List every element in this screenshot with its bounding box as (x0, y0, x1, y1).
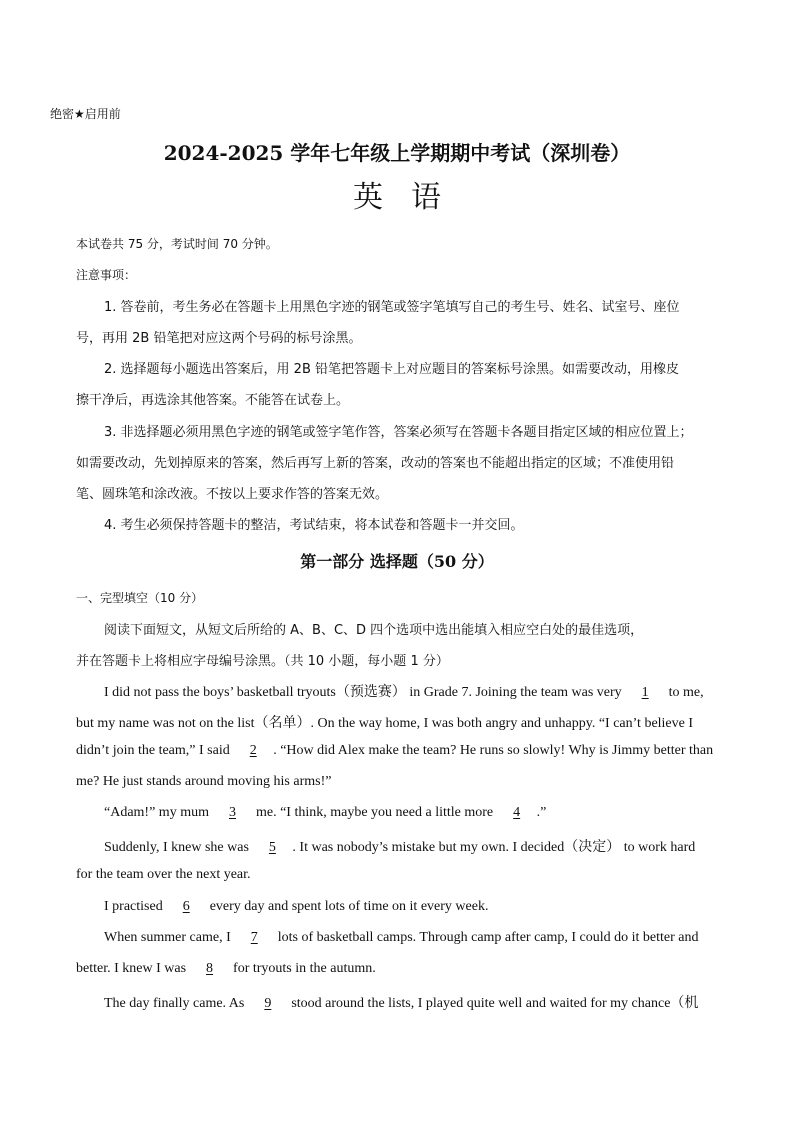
blank-1: 1 (641, 685, 649, 700)
cloze-instructions-line-1: 阅读下面短文，从短文后所给的 A、B、C、D 四个选项中选出能填入相应空白处的最佳选项， (104, 623, 644, 638)
note-1-line-1: 1. 答卷前，考生务必在答题卡上用黑色字迹的钢笔或签字笔填写自己的考生号、姓名、试室号、座位 (104, 300, 680, 315)
section-cloze-heading: 一、完型填空（10 分） (76, 591, 204, 605)
note-3-line-2: 如需要改动，先划掉原来的答案，然后再写上新的答案，改动的答案也不能超出指定的区域；不准使用铅 (76, 456, 675, 471)
blank-3: 3 (228, 805, 236, 820)
secret-label: 绝密★启用前 (50, 107, 121, 121)
exam-title: 2024-2025 学年七年级上学期期中考试（深圳卷） (163, 141, 631, 165)
passage-line-8: I practised 6 every day and spent lots of time on it every week. (104, 899, 489, 914)
passage-line-1: I did not pass the boys’ basketball tryouts（预选赛） in Grade 7. Joining the team was very 1 to me, (104, 685, 704, 700)
passage-line-4: me? He just stands around moving his arms!” (76, 774, 332, 789)
passage-line-3: didn’t join the team,” I said 2 . “How did Alex make the team? He runs so slowly! Why is Jimmy better than (76, 743, 714, 758)
note-3-line-1: 3. 非选择题必须用黑色字迹的钢笔或签字笔作答，答案必须写在答题卡各题目指定区域的相应位置上； (104, 425, 693, 440)
part-one-heading: 第一部分 选择题（50 分） (300, 552, 494, 571)
cloze-instructions-line-2: 并在答题卡上将相应字母编号涂黑。（共 10 小题，每小题 1 分） (76, 654, 449, 669)
notes-heading: 注意事项： (76, 268, 137, 282)
subject-title: 英语 (353, 180, 469, 215)
note-1-line-2: 号，再用 2B 铅笔把对应这两个号码的标号涂黑。 (76, 331, 362, 346)
blank-7: 7 (250, 930, 258, 945)
passage-line-6: Suddenly, I knew she was 5 . It was nobody’s mistake but my own. I decided（决定） to work hard (104, 840, 696, 855)
passage-line-9: When summer came, I 7 lots of basketball camps. Through camp after camp, I could do it better and (104, 930, 699, 945)
blank-5: 5 (268, 840, 276, 855)
passage-line-11: The day finally came. As 9 stood around the lists, I played quite well and waited for my chance（机 (104, 996, 699, 1011)
blank-2: 2 (249, 743, 257, 758)
note-2-line-1: 2. 选择题每小题选出答案后，用 2B 铅笔把答题卡上对应题目的答案标号涂黑。如需要改动，用橡皮 (104, 362, 679, 377)
note-3-line-3: 笔、圆珠笔和涂改液。不按以上要求作答的答案无效。 (76, 487, 389, 502)
passage-line-5: “Adam!” my mum 3 me. “I think, maybe you need a little more 4 .” (104, 805, 547, 820)
passage-line-10: better. I knew I was 8 for tryouts in the autumn. (76, 961, 376, 976)
note-2-line-2: 擦干净后，再选涂其他答案。不能答在试卷上。 (76, 393, 350, 408)
passage-line-2: but my name was not on the list（名单）. On the way home, I was both angry and unhappy. “I can’t believe I (76, 716, 694, 731)
note-4-line-1: 4. 考生必须保持答题卡的整洁，考试结束，将本试卷和答题卡一并交回。 (104, 518, 524, 533)
blank-4: 4 (513, 805, 521, 820)
score-time-info: 本试卷共 75 分，考试时间 70 分钟。 (76, 237, 278, 251)
blank-6: 6 (182, 899, 190, 914)
passage-line-7: for the team over the next year. (76, 867, 251, 882)
blank-9: 9 (264, 996, 272, 1011)
blank-8: 8 (206, 961, 214, 976)
